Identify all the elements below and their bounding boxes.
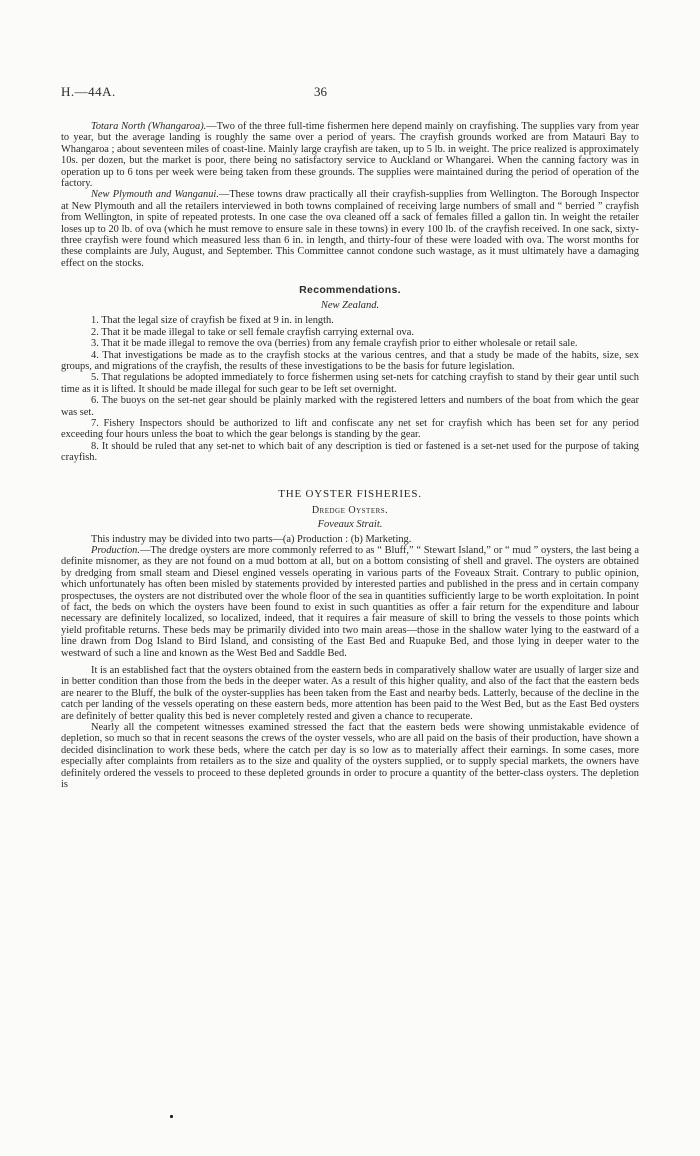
paragraph-text: —The dredge oysters are more commonly referred to as “ Bluff,” “ Stewart Island,” or “ mud ” oysters, the last being a definite misnomer, as they are not found on a mud bottom at all, but on a bottom consisting of shell and gravel. The oysters are obtained by dredging from small steam and Diesel engined vessels operating in various parts of the Foveaux Strait. Contrary to public opinion, which unfortunately has often been misled by statements provided by interested parties and published in the press and in certain company prospectuses, the oysters are not distributed over the whole floor of the sea in quantities sufficiently large to be worth exploitation. In point of fact, the beds on which the oysters have been found to exist in such quantities as offer a fair return for the expenditure and labour necessary are definitely localized, so localized, indeed, that it requires a fair measure of skill to bring the vessels to those points which yield profitable returns. These beds may be primarily divided into two main areas—those in the shallow water lying to the eastward of a line drawn from Dog Island to Bird Island, and consisting of the East Bed and Ruapuke Bed, and those lying in deeper water to the westward of such a line and known as the West Bed and Saddle Bed. bbox=[61, 544, 639, 659]
recommendation-item: 8. It should be ruled that any set-net to which bait of any description is tied or fastened is a set-net used for the purpose of taking crayfish. bbox=[61, 440, 639, 464]
oyster-subtitle: Dredge Oysters. bbox=[311, 504, 389, 516]
paragraph-lead: Production. bbox=[91, 544, 140, 556]
paragraph-totara-north bbox=[61, 121, 639, 189]
paragraph-text: —These towns draw practically all their crayfish-supplies from Wellington. The Borough Inspector at New Plymouth and all the retailers interviewed in both towns complained of receiving large numbers of small and “ berried ” crayfish from Wellington, in spite of repeated protests. In one case the ova cleaned off a sack of females filled a gallon tin. In weight the retailer loses up to 20 lb. of ova (which he must remove to ensure sale in these towns) in every 100 lb. of the crayfish received. In one sack, sixty-three crayfish were found which measured less than 6 in. in length, and thirty-four of these were loaded with ova. The worst months for these complaints are July, August, and September. This Committee cannot condone such wastage, as it must ultimately have a damaging effect on the stocks. bbox=[61, 189, 639, 269]
page-body bbox=[61, 121, 639, 791]
paragraph-lead: New Plymouth and Wanganui. bbox=[91, 189, 219, 201]
recommendation-item: 1. That the legal size of crayfish be fixed at 9 in. in length. bbox=[91, 315, 334, 327]
recommendation-item: 6. The buoys on the set-net gear should be plainly marked with the registered letters and numbers of the boat from which the gear was set. bbox=[61, 395, 639, 418]
paragraph-lead: Totara North (Whangaroa). bbox=[91, 121, 207, 132]
recommendation-item: 5. That regulations be adopted immediately to force fishermen using set-nets for catching crayfish to stand by their gear until such time as it is lifted. It should be made illegal for such gear to be left set overnight. bbox=[61, 372, 639, 395]
page-number: 36 bbox=[314, 84, 327, 99]
paragraph-production bbox=[61, 545, 639, 659]
recommendations-subheading: New Zealand. bbox=[320, 300, 380, 312]
document-reference: H.—44A. bbox=[61, 84, 116, 99]
recommendations-heading: Recommendations. bbox=[299, 284, 401, 297]
paragraph-text: —Two of the three full-time fishermen here depend mainly on crayfishing. The supplies vary from year to year, but the average landing is roughly the same over a period of years. The crayfish grounds worked are from Matauri Bay to Whangaroa ; about seventeen miles of coast-line. Mainly large crayfish are taken, up to 5 lb. in weight. The price realized is approximately 10s. per dozen, but the market is poor, there being no satisfactory service to Auckland or Whangarei. When the canning factory was in operation up to 6 tons per week were being taken from these grounds. The supplies were maintained during the period of operation of the factory. bbox=[61, 121, 639, 190]
stray-mark bbox=[170, 1115, 173, 1118]
oyster-region: Foveaux Strait. bbox=[317, 518, 383, 530]
recommendation-item: 2. That it be made illegal to take or sell female crayfish carrying external ova. bbox=[91, 326, 414, 338]
oyster-section-title: THE OYSTER FISHERIES. bbox=[278, 487, 422, 500]
recommendation-item: 7. Fishery Inspectors should be authorized to lift and confiscate any net set for crayfish which has been set for any period exceeding four hours unless the boat to which the gear belongs is standing by the gear. bbox=[61, 417, 639, 441]
paragraph-new-plymouth bbox=[61, 189, 639, 269]
oyster-intro: This industry may be divided into two parts—(a) Production : (b) Marketing. bbox=[91, 533, 412, 545]
recommendation-item: 3. That it be made illegal to remove the ova (berries) from any female crayfish prior to either wholesale or retail sale. bbox=[91, 338, 578, 350]
page-header bbox=[61, 84, 639, 104]
recommendation-item: 4. That investigations be made as to the crayfish stocks at the various centres, and that a study be made of the habits, size, sex groups, and migrations of the crayfish, the results of these investigations to be the basis for future legislation. bbox=[61, 349, 639, 372]
paragraph-eastern-beds: It is an established fact that the oysters obtained from the eastern beds in comparatively shallow water are usually of larger size and in better condition than those from the beds in the deeper water. As a result of this higher quality, and also of the fact that the eastern beds are nearer to the Bluff, the bulk of the oyster-supplies has been taken from the East and nearby beds. Latterly, because of the decline in the catch per landing of the vessels operating on these eastern beds, more attention has been paid to the West Bed, but as the East Bed oysters are definitely of better quality this bed is never completely rested and given a chance to recuperate. bbox=[61, 665, 639, 722]
paragraph-depletion: Nearly all the competent witnesses examined stressed the fact that the eastern beds were showing unmistakable evidence of depletion, so much so that in recent seasons the crews of the oyster vessels, who are all paid on the basis of their production, have shown a decided disinclination to work these beds, where the catch per day is so low as to materially affect their earnings. In some cases, more especially after complaints from retailers as to the size and quality of the oysters supplied, or to supply special markets, the owners have definitely ordered the vessels to proceed to these depleted grounds in order to procure a quantity of the better-class oysters. The depletion is bbox=[61, 722, 639, 791]
